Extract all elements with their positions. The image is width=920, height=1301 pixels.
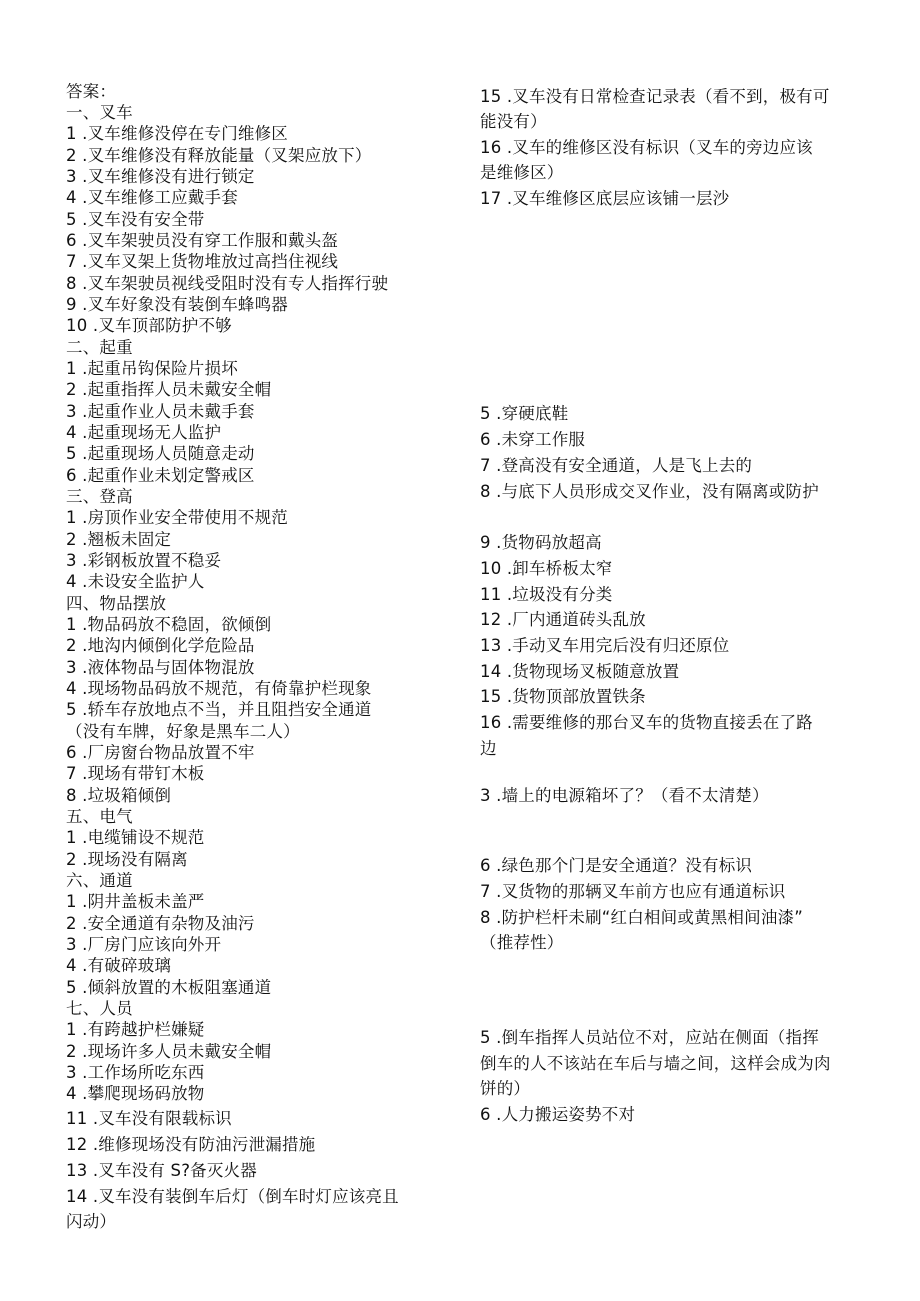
list-item: 2 .安全通道有杂物及油污	[66, 914, 255, 933]
list-item: 5 .倒车指挥人员站位不对，应站在侧面（指挥	[480, 1028, 819, 1047]
list-item: 4 .有破碎玻璃	[66, 956, 172, 975]
list-item-continued: 边	[480, 739, 497, 758]
list-item-continued: 是维修区）	[480, 163, 564, 182]
list-item-continued: （推荐性）	[480, 933, 564, 952]
list-item: 13 .叉车没有 S?备灭火器	[66, 1161, 257, 1180]
list-item: 6 .叉车架驶员没有穿工作服和戴头盔	[66, 231, 339, 250]
section-passage: 六、通道	[66, 871, 133, 890]
list-item: 6 .起重作业未划定警戒区	[66, 466, 255, 485]
list-item: 12 .维修现场没有防油污泄漏措施	[66, 1135, 316, 1154]
list-item: 4 .现场物品码放不规范，有倚靠护栏现象	[66, 679, 372, 698]
list-item: 10 .叉车顶部防护不够	[66, 316, 232, 335]
list-item: 2 .叉车维修没有释放能量（叉架应放下）	[66, 146, 372, 165]
list-item: 4 .起重现场无人监护	[66, 423, 222, 442]
list-item: 11 .叉车没有限载标识	[66, 1109, 232, 1128]
list-item: 6 .厂房窗台物品放置不牢	[66, 743, 255, 762]
list-item: 15 .货物顶部放置铁条	[480, 687, 646, 706]
list-item: 9 .叉车好象没有装倒车蜂鸣器	[66, 295, 288, 314]
list-item: 3 .彩钢板放置不稳妥	[66, 551, 222, 570]
list-item: 14 .货物现场叉板随意放置	[480, 662, 680, 681]
list-item: 17 .叉车维修区底层应该铺一层沙	[480, 189, 730, 208]
list-item: 13 .手动叉车用完后没有归还原位	[480, 636, 730, 655]
list-item: 15 .叉车没有日常检查记录表（看不到，极有可	[480, 87, 830, 106]
list-item: 6 .绿色那个门是安全通道？没有标识	[480, 856, 753, 875]
list-item-continued: 能没有）	[480, 112, 547, 131]
section-lifting: 二、起重	[66, 338, 133, 357]
list-item: 14 .叉车没有装倒车后灯（倒车时灯应该亮且	[66, 1187, 399, 1206]
list-item: 2 .现场没有隔离	[66, 850, 188, 869]
list-item: 5 .倾斜放置的木板阻塞通道	[66, 978, 272, 997]
list-item: 2 .翘板未固定	[66, 530, 172, 549]
list-item: 3 .液体物品与固体物混放	[66, 658, 255, 677]
section-storage: 四、物品摆放	[66, 594, 167, 613]
list-item: 3 .墙上的电源箱坏了？（看不太清楚）	[480, 786, 769, 805]
list-item: 5 .轿车存放地点不当，并且阻挡安全通道	[66, 700, 372, 719]
list-item: 7 .叉车叉架上货物堆放过高挡住视线	[66, 252, 339, 271]
list-item: 3 .起重作业人员未戴手套	[66, 402, 255, 421]
list-item: 1 .阴井盖板未盖严	[66, 892, 205, 911]
list-item-continued: 闪动）	[66, 1212, 117, 1231]
list-item: 1 .电缆铺设不规范	[66, 828, 205, 847]
list-item: 3 .叉车维修没有进行锁定	[66, 167, 255, 186]
list-item: 4 .叉车维修工应戴手套	[66, 188, 238, 207]
list-item-continued: 倒车的人不该站在车后与墙之间，这样会成为肉	[480, 1054, 831, 1073]
list-item: 6 .人力搬运姿势不对	[480, 1105, 636, 1124]
list-item: 9 .货物码放超高	[480, 533, 602, 552]
section-electrical: 五、电气	[66, 807, 133, 826]
list-item: 8 .防护栏杆未刷“红白相间或黄黑相间油漆”	[480, 908, 803, 927]
list-item: 5 .穿硬底鞋	[480, 404, 569, 423]
answer-heading: 答案：	[66, 82, 117, 101]
list-item: 1 .叉车维修没停在专门维修区	[66, 124, 288, 143]
list-item: 4 .攀爬现场码放物	[66, 1084, 205, 1103]
list-item: 1 .房顶作业安全带使用不规范	[66, 508, 288, 527]
list-item: 2 .起重指挥人员未戴安全帽	[66, 380, 272, 399]
list-item: 16 .需要维修的那台叉车的货物直接丢在了路	[480, 713, 813, 732]
list-item-continued: （没有车牌，好象是黑车二人）	[66, 722, 300, 741]
list-item-continued: 饼的）	[480, 1079, 531, 1098]
list-item: 12 .厂内通道砖头乱放	[480, 610, 646, 629]
list-item: 3 .工作场所吃东西	[66, 1063, 205, 1082]
list-item: 10 .卸车桥板太窄	[480, 559, 613, 578]
list-item: 4 .未设安全监护人	[66, 572, 205, 591]
list-item: 7 .登高没有安全通道，人是飞上去的	[480, 456, 753, 475]
list-item: 1 .有跨越护栏嫌疑	[66, 1020, 205, 1039]
list-item: 5 .起重现场人员随意走动	[66, 444, 255, 463]
list-item: 1 .起重吊钩保险片损坏	[66, 359, 238, 378]
section-personnel: 七、人员	[66, 999, 133, 1018]
list-item: 7 .叉货物的那辆叉车前方也应有通道标识	[480, 882, 786, 901]
list-item: 2 .现场许多人员未戴安全帽	[66, 1042, 272, 1061]
list-item: 8 .与底下人员形成交叉作业，没有隔离或防护	[480, 482, 819, 501]
list-item: 7 .现场有带钉木板	[66, 764, 205, 783]
section-forklift: 一、叉车	[66, 103, 133, 122]
list-item: 8 .垃圾箱倾倒	[66, 786, 172, 805]
list-item: 1 .物品码放不稳固，欲倾倒	[66, 615, 272, 634]
list-item: 11 .垃圾没有分类	[480, 585, 613, 604]
list-item: 8 .叉车架驶员视线受阻时没有专人指挥行驶	[66, 274, 389, 293]
list-item: 16 .叉车的维修区没有标识（叉车的旁边应该	[480, 138, 813, 157]
list-item: 5 .叉车没有安全带	[66, 210, 205, 229]
list-item: 3 .厂房门应该向外开	[66, 935, 222, 954]
list-item: 6 .未穿工作服	[480, 430, 586, 449]
section-height-work: 三、登高	[66, 487, 133, 506]
list-item: 2 .地沟内倾倒化学危险品	[66, 636, 255, 655]
